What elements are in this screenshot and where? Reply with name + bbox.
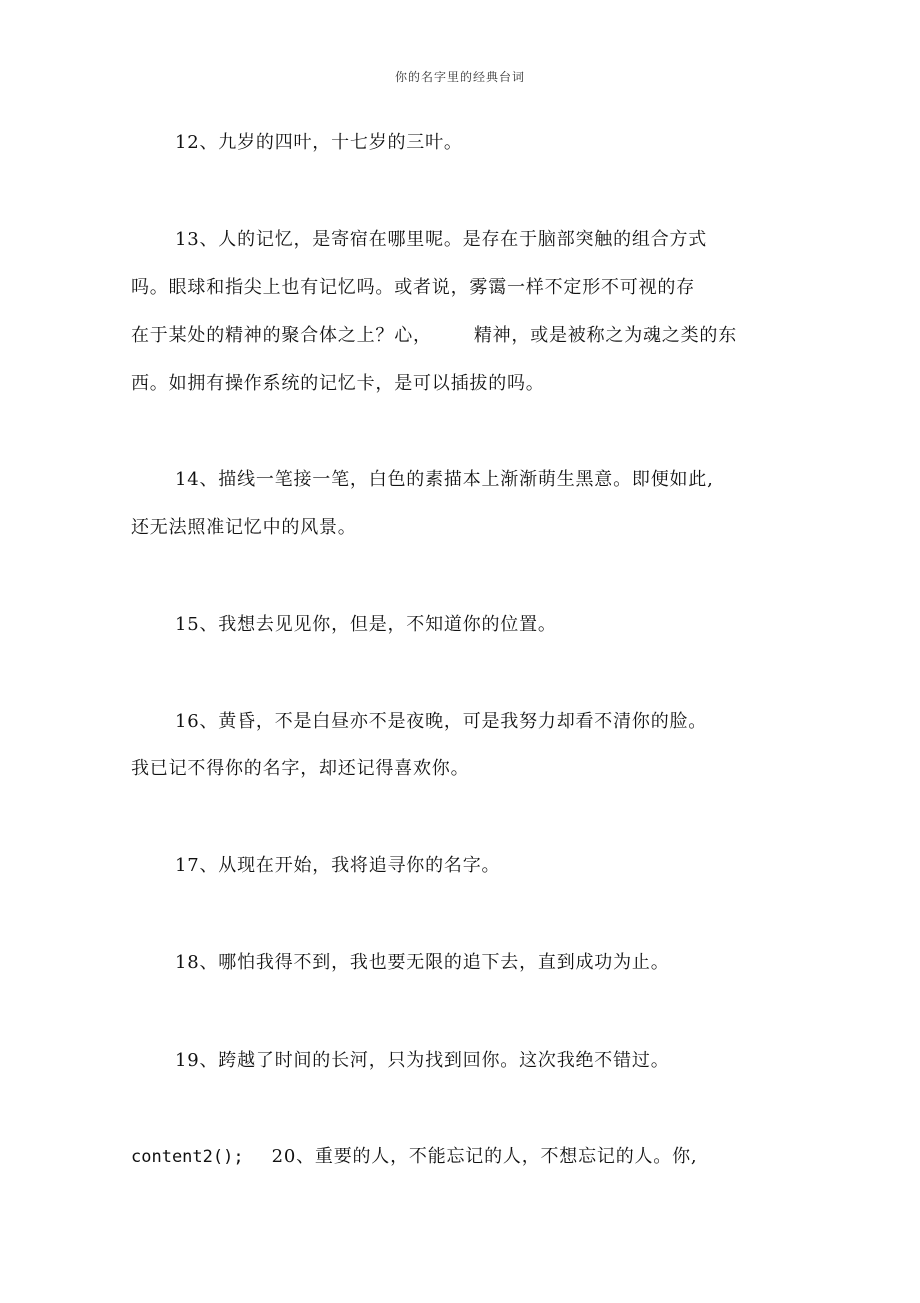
quote-13-line-3: [131, 324, 737, 348]
quote-13-line-3-part-b: 精神，或是被称之为魂之类的东: [473, 325, 738, 346]
quote-15-line-1: 15、我想去见见你，但是，不知道你的位置。: [175, 614, 557, 635]
quote-12-line-1: 12、九岁的四叶，十七岁的三叶。: [175, 132, 463, 153]
quote-16-line-2: 我已记不得你的名字，却还记得喜欢你。: [131, 758, 470, 779]
quote-18-line-1: 18、哪怕我得不到，我也要无限的追下去，直到成功为止。: [175, 952, 670, 973]
quote-16-line-1: 16、黄昏，不是白昼亦不是夜晚，可是我努力却看不清你的脸。: [175, 711, 708, 732]
quote-14-line-2: 还无法照准记忆中的风景。: [131, 517, 357, 538]
quote-13-line-3-part-a: 在于某处的精神的聚合体之上？心，: [131, 325, 432, 346]
quote-20-line-1: [131, 1145, 697, 1169]
quote-13-line-1: 13、人的记忆，是寄宿在哪里呢。是存在于脑部突触的组合方式: [175, 229, 708, 250]
quote-17-line-1: 17、从现在开始，我将追寻你的名字。: [175, 855, 501, 876]
code-snippet: content2();: [131, 1147, 244, 1167]
page-header: 你的名字里的经典台词: [394, 70, 525, 84]
quote-20-text: 20、重要的人，不能忘记的人，不想忘记的人。你,: [271, 1146, 698, 1167]
quote-13-line-4: 西。如拥有操作系统的记忆卡，是可以插拔的吗。: [131, 373, 545, 394]
quote-14-line-1: 14、描线一笔接一笔，白色的素描本上渐渐萌生黑意。即便如此,: [175, 469, 714, 490]
quote-13-line-2: 吗。眼球和指尖上也有记忆吗。或者说，雾霭一样不定形不可视的存: [131, 277, 695, 298]
quote-19-line-1: 19、跨越了时间的长河，只为找到回你。这次我绝不错过。: [175, 1050, 670, 1071]
